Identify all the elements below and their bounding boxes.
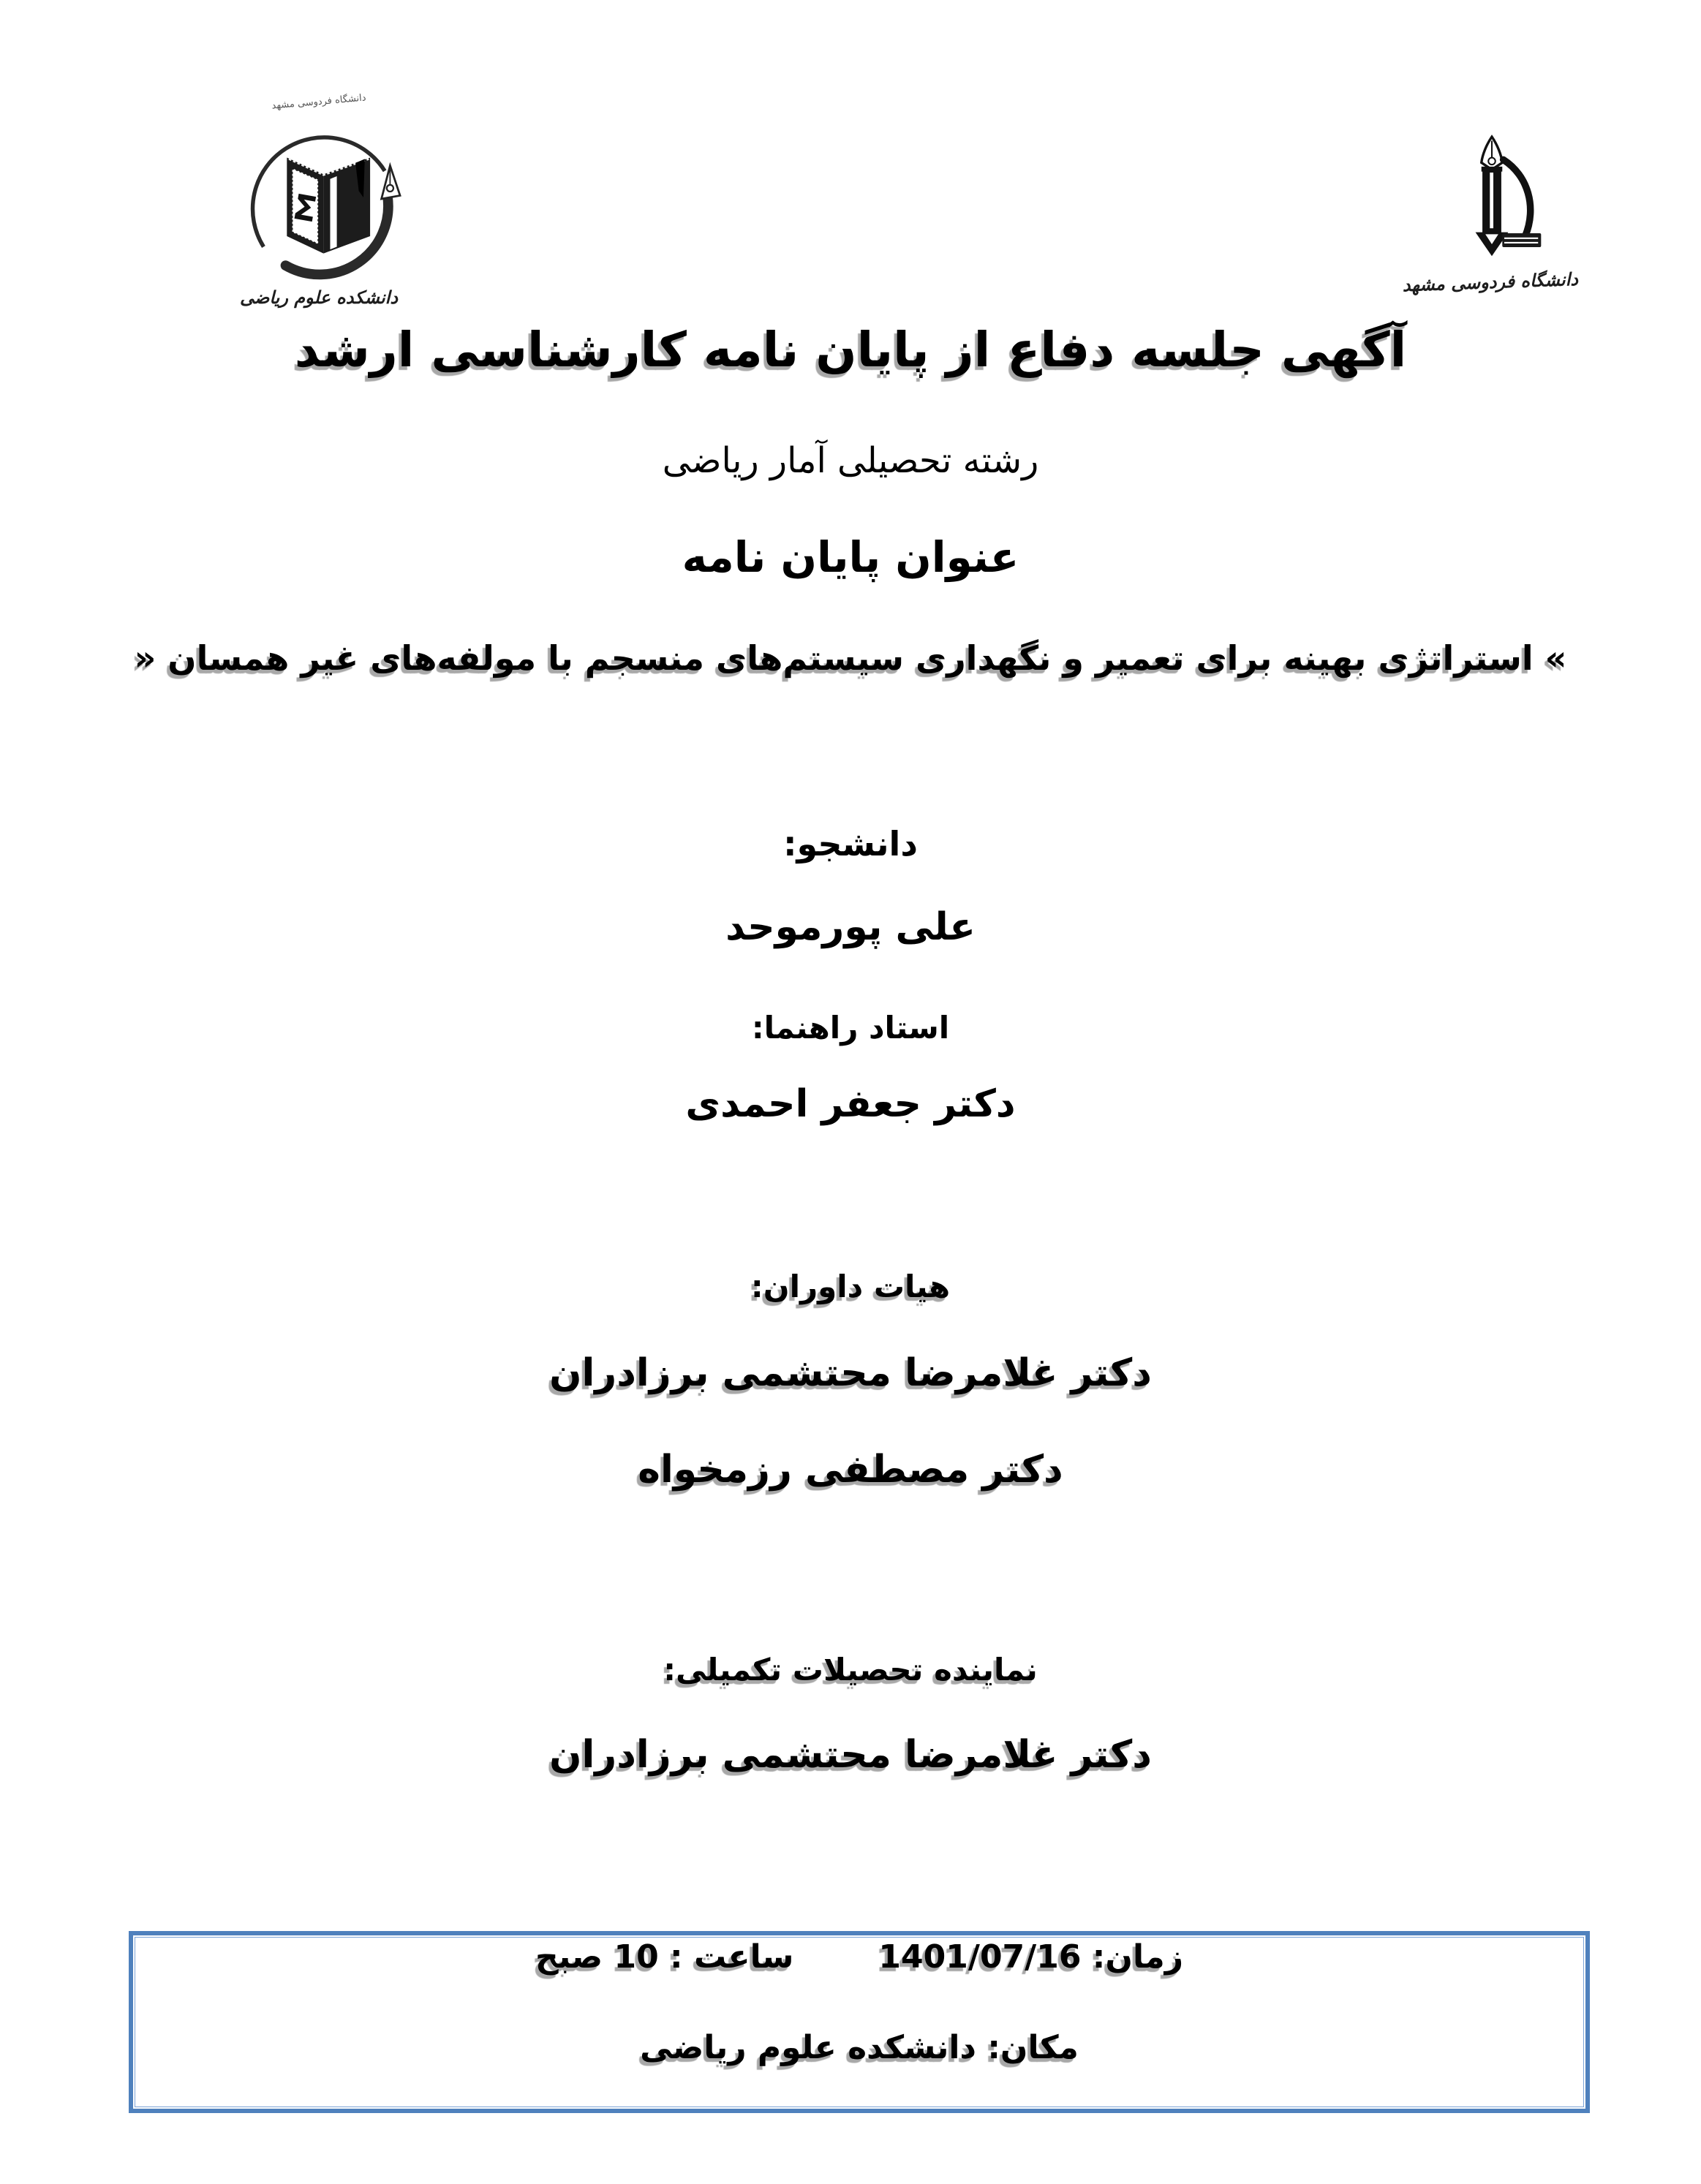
grad-representative-name: دکتر غلامرضا محتشمی برزادران	[549, 1733, 1152, 1777]
faculty-logo-caption: دانشکده علوم ریاضی	[239, 287, 399, 308]
field-of-study: رشته تحصیلی آمار ریاضی	[662, 440, 1039, 481]
student-label: دانشجو:	[783, 824, 918, 864]
university-logo-icon	[1430, 118, 1554, 273]
page-title: آگهی جلسه دفاع از پایان نامه کارشناسی ارشد	[294, 322, 1407, 378]
university-logo-caption: دانشگاه فردوسی مشهد	[1402, 268, 1579, 296]
student-name: علی پورموحد	[725, 905, 976, 949]
university-logo	[1402, 118, 1579, 323]
thesis-title: » استراتژی بهینه برای تعمیر و نگهداری سیستم‌های منسجم با مولفه‌های غیر همسان «	[134, 638, 1567, 678]
committee-label: هیات داوران:	[750, 1269, 951, 1304]
faculty-logo-icon	[222, 105, 415, 293]
grad-representative-label: نماینده تحصیلات تکمیلی:	[663, 1652, 1038, 1688]
supervisor-label: استاد راهنما:	[751, 1010, 950, 1046]
faculty-logo	[218, 92, 420, 338]
committee-member: دکتر غلامرضا محتشمی برزادران	[549, 1351, 1152, 1395]
schedule-box	[129, 1931, 1590, 2113]
schedule-date: زمان: 1401/07/16	[878, 1938, 1184, 1976]
schedule-location: مکان: دانشکده علوم ریاضی	[640, 2029, 1079, 2066]
schedule-time-line	[133, 1937, 1585, 1977]
committee-member: دکتر مصطفی رزمخواه	[638, 1448, 1063, 1492]
sigma-glyph: Σ	[290, 186, 320, 231]
thesis-title-label: عنوان پایان نامه	[682, 532, 1019, 582]
schedule-hour: ساعت : 10 صبح	[535, 1938, 794, 1976]
faculty-logo-arc-text: دانشگاه فردوسی مشهد	[271, 92, 367, 112]
supervisor-name: دکتر جعفر احمدی	[685, 1082, 1016, 1126]
